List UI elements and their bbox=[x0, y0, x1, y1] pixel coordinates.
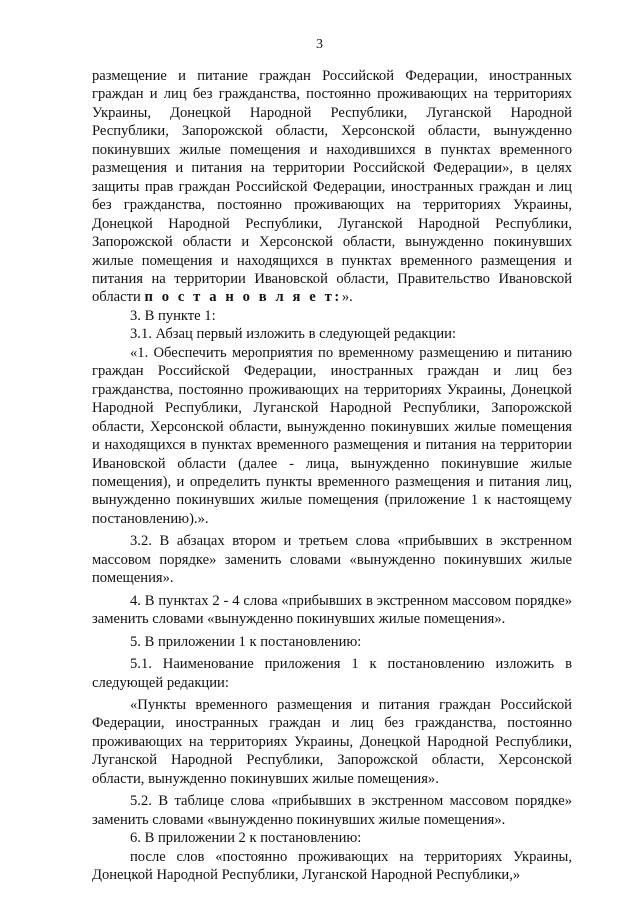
paragraph-preamble bbox=[92, 67, 572, 307]
paragraph-item-3: 3. В пункте 1: bbox=[130, 307, 216, 324]
paragraph-item-5: 5. В приложении 1 к постановлению: bbox=[130, 633, 362, 650]
document-body bbox=[92, 67, 572, 884]
paragraph-item-5-1: 5.1. Наименование приложения 1 к постановлению изложить в следующей редакции: bbox=[92, 656, 572, 691]
page-number: 3 bbox=[316, 37, 323, 52]
paragraph-appendix-title: «Пункты временного размещения и питания граждан Российской Федерации, иностранных граждан и лиц без гражданства, постоянно проживающих на территориях Украины, Донецкой Народной Республики, Луганской Народной Республики, Запорожской области, Херсонской области, вынужденно покинувших жилые помещения». bbox=[92, 696, 572, 787]
paragraph-after-words: после слов «постоянно проживающих на территориях Украины, Донецкой Народной Республики, Луганской Народной Республики,» bbox=[92, 848, 572, 884]
paragraph-item-1-new-wording: «1. Обеспечить мероприятия по временному размещению и питанию граждан Российской Федерации, иностранных граждан и лиц без гражданства, постоянно проживающих на территориях Украины, Донецкой Народной Республики, Луганской Народной Республики, Запорожской области, Херсонской области, вынужденно покинувших жилые помещения и находящихся в пунктах временного размещения и питания на территории Ивановской области (далее - лица, вынужденно покинувшие жилые помещения), и определить пункты временного размещения и питания лиц, вынужденно покинувших жилые помещения (приложение 1 к настоящему постановлению).». bbox=[92, 344, 572, 527]
paragraph-item-6: 6. В приложении 2 к постановлению: bbox=[130, 830, 362, 847]
preamble-closing-quote: ». bbox=[341, 289, 353, 306]
paragraph-item-3-2: 3.2. В абзацах втором и третьем слова «прибывших в экстренном массовом порядке» заменить словами «вынужденно покинувших жилые помещения». bbox=[92, 533, 572, 587]
paragraph-item-3-1: 3.1. Абзац первый изложить в следующей редакции: bbox=[130, 326, 457, 343]
preamble-text: размещение и питание граждан Российской Федерации, иностранных граждан и лиц без гражданства, постоянно проживающих на территориях Украины, Донецкой Народной Республики, Луганской Народной Республики, Запорожской области, Херсонской области, вынужденно покинувших жилые помещения и находившихся в пунктах временного размещения и питания на территории Российской Федерации», в целях защиты прав граждан Российской Федерации, иностранных граждан и лиц без гражданства, постоянно проживающих на территориях Украины, Донецкой Народной Республики, Луганской Народной Республики, Запорожской области и Херсонской области, вынужденно покинувших жилые помещения и находящихся в пунктах временного размещения и питания на территории Ивановской области, Правительство Ивановской области bbox=[92, 68, 572, 306]
resolves-word: п о с т а н о в л я е т: bbox=[144, 289, 342, 306]
paragraph-item-4: 4. В пунктах 2 - 4 слова «прибывших в экстренном массовом порядке» заменить словами «вынужденно покинувших жилые помещения». bbox=[92, 592, 572, 628]
paragraph-item-5-2: 5.2. В таблице слова «прибывших в экстренном массовом порядке» заменить словами «вынужденно покинувших жилые помещения». bbox=[92, 793, 572, 828]
